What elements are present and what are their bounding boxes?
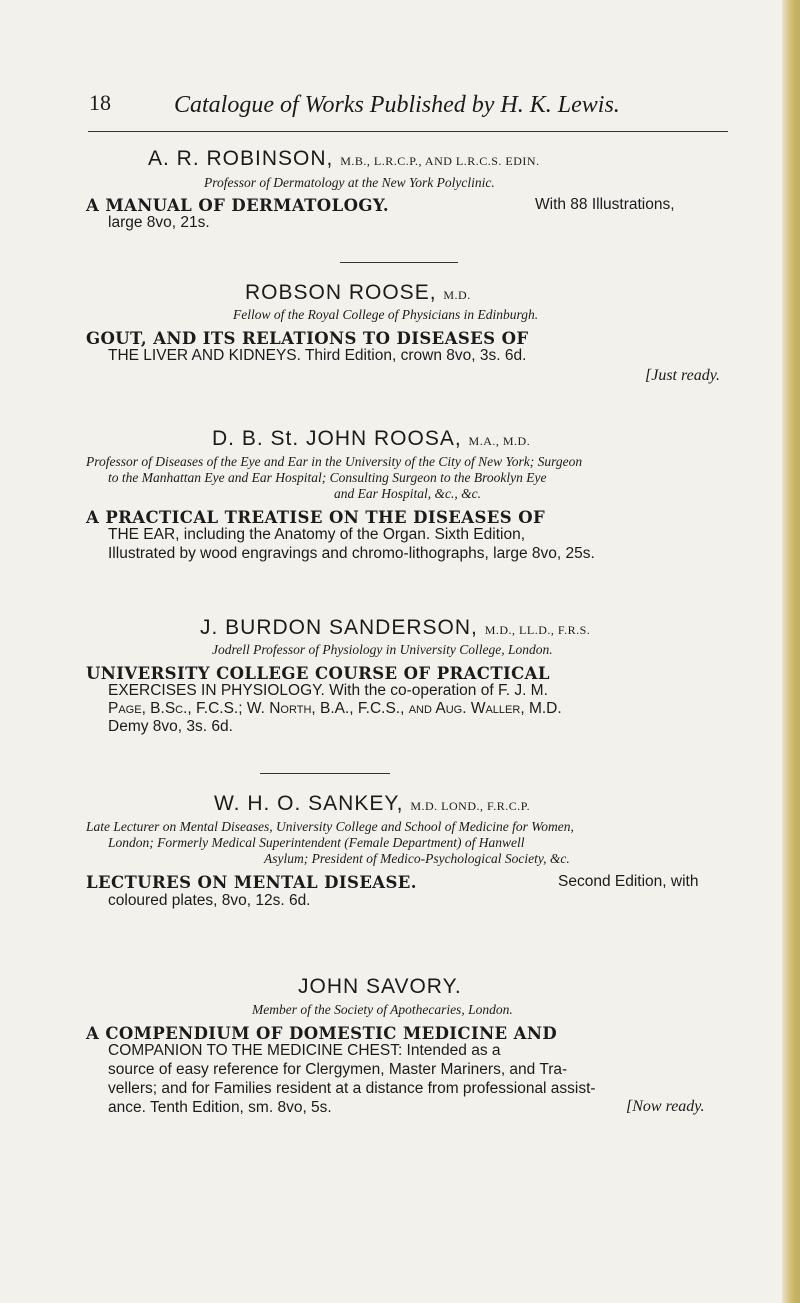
author-qualifications: M.A., M.D. xyxy=(468,434,531,448)
book-details: Page, B.Sc., F.C.S.; W. North, B.A., F.C.S., and Aug. Waller, M.D. xyxy=(108,700,562,717)
author-name: ROBSON ROOSE, xyxy=(245,281,437,304)
author-heading xyxy=(212,427,530,451)
book-details: With 88 Illustrations, xyxy=(535,196,675,213)
book-details: coloured plates, 8vo, 12s. 6d. xyxy=(108,892,311,909)
availability-note: [Now ready. xyxy=(626,1098,705,1115)
book-details: large 8vo, 21s. xyxy=(108,214,210,231)
book-details: Second Edition, with xyxy=(558,873,699,890)
book-title: A PRACTICAL TREATISE ON THE DISEASES OF xyxy=(86,508,546,527)
author-credentials: to the Manhattan Eye and Ear Hospital; Consulting Surgeon to the Brooklyn Eye xyxy=(108,470,547,485)
book-details: COMPANION TO THE MEDICINE CHEST: Intended as a xyxy=(108,1042,501,1059)
book-title: UNIVERSITY COLLEGE COURSE OF PRACTICAL xyxy=(86,664,550,683)
author-heading xyxy=(200,616,590,640)
book-details: THE LIVER AND KIDNEYS. Third Edition, crown 8vo, 3s. 6d. xyxy=(108,347,527,364)
author-qualifications: M.B., L.R.C.P., AND L.R.C.S. EDIN. xyxy=(340,154,540,168)
section-divider xyxy=(260,773,390,774)
page-edge xyxy=(782,0,800,1303)
author-credentials: Late Lecturer on Mental Diseases, University College and School of Medicine for Women, xyxy=(86,819,574,834)
section-divider xyxy=(340,262,458,263)
author-credentials: Member of the Society of Apothecaries, London. xyxy=(252,1002,513,1017)
author-credentials: Professor of Dermatology at the New York Polyclinic. xyxy=(204,175,495,190)
book-title: LECTURES ON MENTAL DISEASE. xyxy=(86,873,417,892)
author-name: D. B. St. JOHN ROOSA, xyxy=(212,427,462,450)
author-qualifications: M.D., LL.D., F.R.S. xyxy=(484,623,591,637)
book-details: Demy 8vo, 3s. 6d. xyxy=(108,718,233,735)
book-title: A MANUAL OF DERMATOLOGY. xyxy=(86,196,390,215)
book-title: GOUT, AND ITS RELATIONS TO DISEASES OF xyxy=(86,329,529,348)
author-qualifications: M.D. xyxy=(443,288,471,302)
page-number: 18 xyxy=(89,90,111,115)
book-details: ance. Tenth Edition, sm. 8vo, 5s. xyxy=(108,1099,332,1116)
author-credentials: Professor of Diseases of the Eye and Ear in the University of the City of New York; Surgeon xyxy=(86,454,583,469)
book-details: EXERCISES IN PHYSIOLOGY. With the co-operation of F. J. M. xyxy=(108,682,548,699)
author-credentials: Jodrell Professor of Physiology in University College, London. xyxy=(212,642,553,657)
author-name: J. BURDON SANDERSON, xyxy=(200,616,478,639)
author-name: A. R. ROBINSON, xyxy=(148,147,334,170)
book-details: source of easy reference for Clergymen, Master Mariners, and Tra- xyxy=(108,1061,568,1078)
book-details: vellers; and for Families resident at a distance from professional assist- xyxy=(108,1080,596,1097)
author-heading xyxy=(298,975,462,999)
author-credentials: Fellow of the Royal College of Physicians in Edinburgh. xyxy=(233,307,539,322)
running-title: Catalogue of Works Published by H. K. Lewis. xyxy=(174,92,620,118)
author-name: W. H. O. SANKEY, xyxy=(214,792,404,815)
author-name: JOHN SAVORY. xyxy=(298,975,462,998)
author-credentials: Asylum; President of Medico-Psychological Society, &c. xyxy=(264,851,570,866)
author-heading xyxy=(214,792,530,816)
availability-note: [Just ready. xyxy=(645,367,720,384)
header-rule xyxy=(88,131,728,132)
author-credentials: London; Formerly Medical Superintendent (Female Department) of Hanwell xyxy=(108,835,525,850)
author-heading xyxy=(245,281,471,305)
author-credentials: and Ear Hospital, &c., &c. xyxy=(334,486,481,501)
author-heading xyxy=(148,147,540,171)
book-details: THE EAR, including the Anatomy of the Organ. Sixth Edition, xyxy=(108,526,525,543)
book-title: A COMPENDIUM OF DOMESTIC MEDICINE AND xyxy=(86,1024,558,1043)
author-qualifications: M.D. LOND., F.R.C.P. xyxy=(410,799,531,813)
book-details: Illustrated by wood engravings and chromo-lithographs, large 8vo, 25s. xyxy=(108,545,595,562)
